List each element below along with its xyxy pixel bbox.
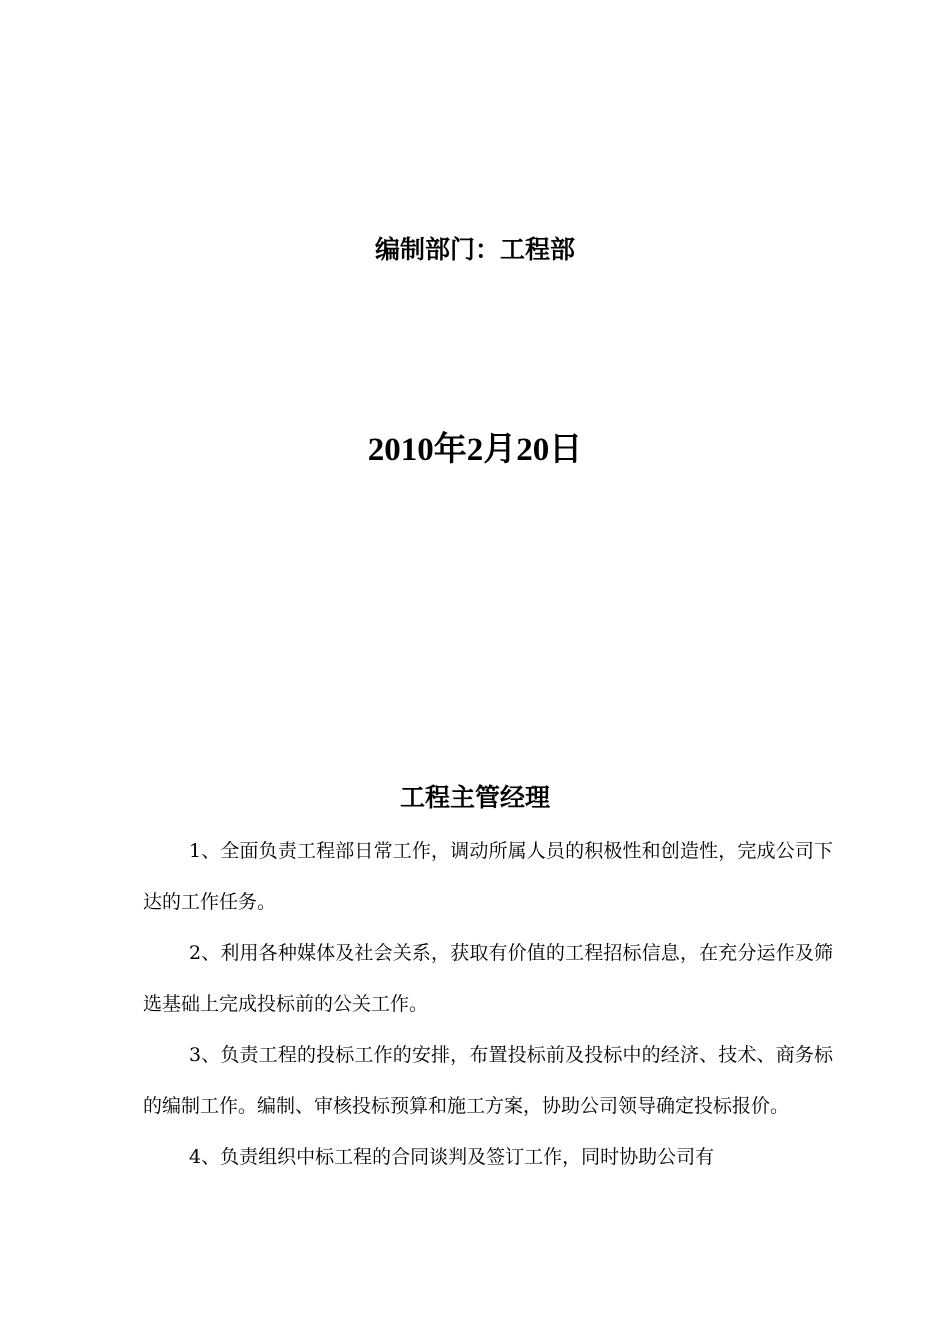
section-body — [143, 826, 833, 1183]
document-date: 2010年2月20日 — [367, 432, 583, 468]
paragraph-4: 4、负责组织中标工程的合同谈判及签订工作，同时协助公司有 — [189, 1146, 715, 1168]
paragraph-2: 2、利用各种媒体及社会关系，获取有价值的工程招标信息，在充分运作及筛选基础上完成投标前的公关工作。 — [143, 942, 833, 1015]
paragraph-1: 1、全面负责工程部日常工作，调动所属人员的积极性和创造性，完成公司下达的工作任务。 — [143, 840, 833, 913]
department-line: 编制部门：工程部 — [374, 235, 575, 264]
section-title: 工程主管经理 — [399, 783, 550, 812]
paragraph-3: 3、负责工程的投标工作的安排，布置投标前及投标中的经济、技术、商务标的编制工作。编制、审核投标预算和施工方案，协助公司领导确定投标报价。 — [143, 1044, 833, 1117]
